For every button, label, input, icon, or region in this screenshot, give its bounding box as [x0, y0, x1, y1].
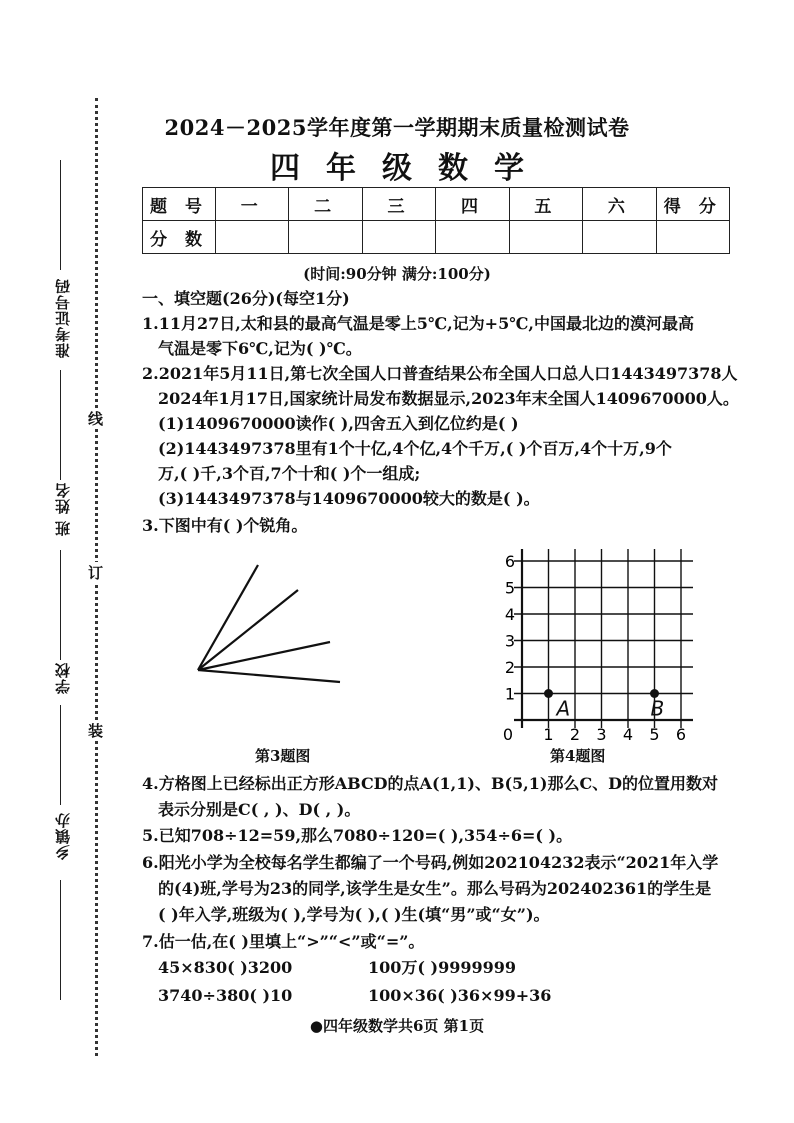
question-2-sub-2-cont: 万,( )千,3个百,7个十和( )个一组成; — [158, 464, 421, 483]
angle-ray — [198, 590, 298, 670]
section-heading: 一、填空题(26分)(每空1分) — [142, 289, 350, 308]
score-entry-cell[interactable] — [509, 221, 582, 254]
label-ban-name: 班 姓名 — [54, 482, 72, 537]
question-2-line-1: 2.2021年5月11日,第七次全国人口普查结果公布全国人口总人口1443497378人 — [142, 364, 738, 383]
field-line-town[interactable] — [60, 880, 61, 1000]
question-4-line-1: 4.方格图上已经标出正方形ABCD的点A(1,1)、B(5,1)那么C、D的位置用数对 — [142, 774, 719, 793]
grid-tick-x: 2 — [569, 725, 581, 744]
score-cell: 三 — [362, 188, 435, 221]
point-a — [544, 689, 553, 698]
score-cell: 得 分 — [656, 188, 729, 221]
score-entry-cell[interactable] — [583, 221, 656, 254]
point-a-label: A — [556, 696, 571, 721]
grid-tick-x: 0 — [502, 725, 514, 744]
figure-3-angles — [180, 550, 360, 700]
score-table-score-row — [143, 221, 730, 254]
score-cell: 题 号 — [143, 188, 216, 221]
binding-mark-line: 线 — [88, 410, 104, 428]
page-footer: ●四年级数学共6页 第1页 — [309, 1017, 485, 1035]
question-7-item-a: 45×830( )3200 — [158, 958, 293, 977]
grid-tick-x: 3 — [596, 725, 607, 744]
grid-tick-y: 3 — [504, 631, 516, 651]
question-7-item-d: 100×36( )36×99+36 — [368, 986, 552, 1005]
label-kaohao: 准考证号码 — [54, 278, 72, 358]
figure-4-grid — [500, 535, 700, 745]
score-table — [142, 187, 730, 254]
question-6-line-3: ( )年入学,班级为( ),学号为( ),( )生(填“男”或“女”)。 — [158, 905, 550, 924]
grid-tick-x: 5 — [649, 725, 660, 744]
score-cell: 分 数 — [143, 221, 216, 254]
question-1-line-2: 气温是零下6℃,记为( )℃。 — [158, 339, 362, 358]
question-6-line-1: 6.阳光小学为全校每名学生都编了一个号码,例如202104232表示“2021年入学 — [142, 853, 719, 872]
score-entry-cell[interactable] — [289, 221, 362, 254]
question-1-line-1: 1.11月27日,太和县的最高气温是零上5℃,记为+5℃,中国最北边的漠河最高 — [142, 314, 694, 333]
field-line-kaohao[interactable] — [60, 370, 61, 480]
label-town: 乡镇办 — [54, 812, 72, 860]
score-cell: 四 — [436, 188, 509, 221]
score-entry-cell[interactable] — [216, 221, 289, 254]
question-2-sub-1: (1)1409670000读作( ),四舍五入到亿位约是( ) — [158, 414, 519, 433]
grid-tick-y: 5 — [504, 578, 516, 598]
score-entry-cell[interactable] — [656, 221, 729, 254]
grid-tick-x: 1 — [543, 725, 554, 744]
question-7: 7.估一估,在( )里填上“>”“<”或“=”。 — [142, 932, 425, 951]
question-2-sub-2: (2)1443497378里有1个十亿,4个亿,4个千万,( )个百万,4个十万,9个 — [158, 439, 672, 458]
question-3: 3.下图中有( )个锐角。 — [142, 516, 308, 535]
grid-tick-y: 2 — [504, 658, 516, 677]
score-cell: 一 — [216, 188, 289, 221]
field-line-school[interactable] — [60, 705, 61, 805]
question-2-sub-3: (3)1443497378与1409670000较大的数是( )。 — [158, 489, 540, 508]
figure-4-caption: 第4题图 — [550, 747, 606, 765]
grid-tick-x: 4 — [622, 725, 634, 744]
figure-3-caption: 第3题图 — [255, 747, 311, 765]
question-7-item-b: 100万( )9999999 — [368, 958, 517, 977]
score-entry-cell[interactable] — [362, 221, 435, 254]
score-cell: 二 — [289, 188, 362, 221]
angle-ray — [198, 565, 258, 670]
point-b-label: B — [650, 696, 665, 721]
grid-tick-y: 6 — [504, 552, 516, 571]
score-table-header-row — [143, 188, 730, 221]
field-line-name[interactable] — [60, 550, 61, 660]
question-6-line-2: 的(4)班,学号为23的同学,该学生是女生”。那么号码为202402361的学生是 — [158, 879, 712, 898]
binding-mark-zhuang: 装 — [88, 722, 104, 740]
score-entry-cell[interactable] — [436, 221, 509, 254]
exam-title: 2024－2025学年度第一学期期末质量检测试卷 — [164, 115, 630, 140]
angle-ray — [198, 670, 340, 682]
binding-mark-ding: 订 — [88, 564, 104, 582]
grid-tick-x: 6 — [675, 725, 687, 744]
question-5: 5.已知708÷12=59,那么7080÷120=( ),354÷6=( )。 — [142, 826, 573, 845]
score-cell: 五 — [509, 188, 582, 221]
question-7-item-c: 3740÷380( )10 — [158, 986, 293, 1005]
exam-info: (时间:90分钟 满分:100分) — [303, 265, 491, 283]
grid-tick-y: 4 — [504, 605, 516, 624]
question-4-line-2: 表示分别是C( , )、D( , )。 — [158, 800, 361, 819]
label-school: 学校 — [54, 662, 72, 694]
grid-tick-y: 1 — [504, 684, 516, 704]
exam-subject: 四年级数学 — [270, 151, 550, 186]
question-2-line-2: 2024年1月17日,国家统计局发布数据显示,2023年末全国人1409670000人。 — [158, 389, 739, 408]
score-cell: 六 — [583, 188, 656, 221]
angle-ray — [198, 642, 330, 670]
